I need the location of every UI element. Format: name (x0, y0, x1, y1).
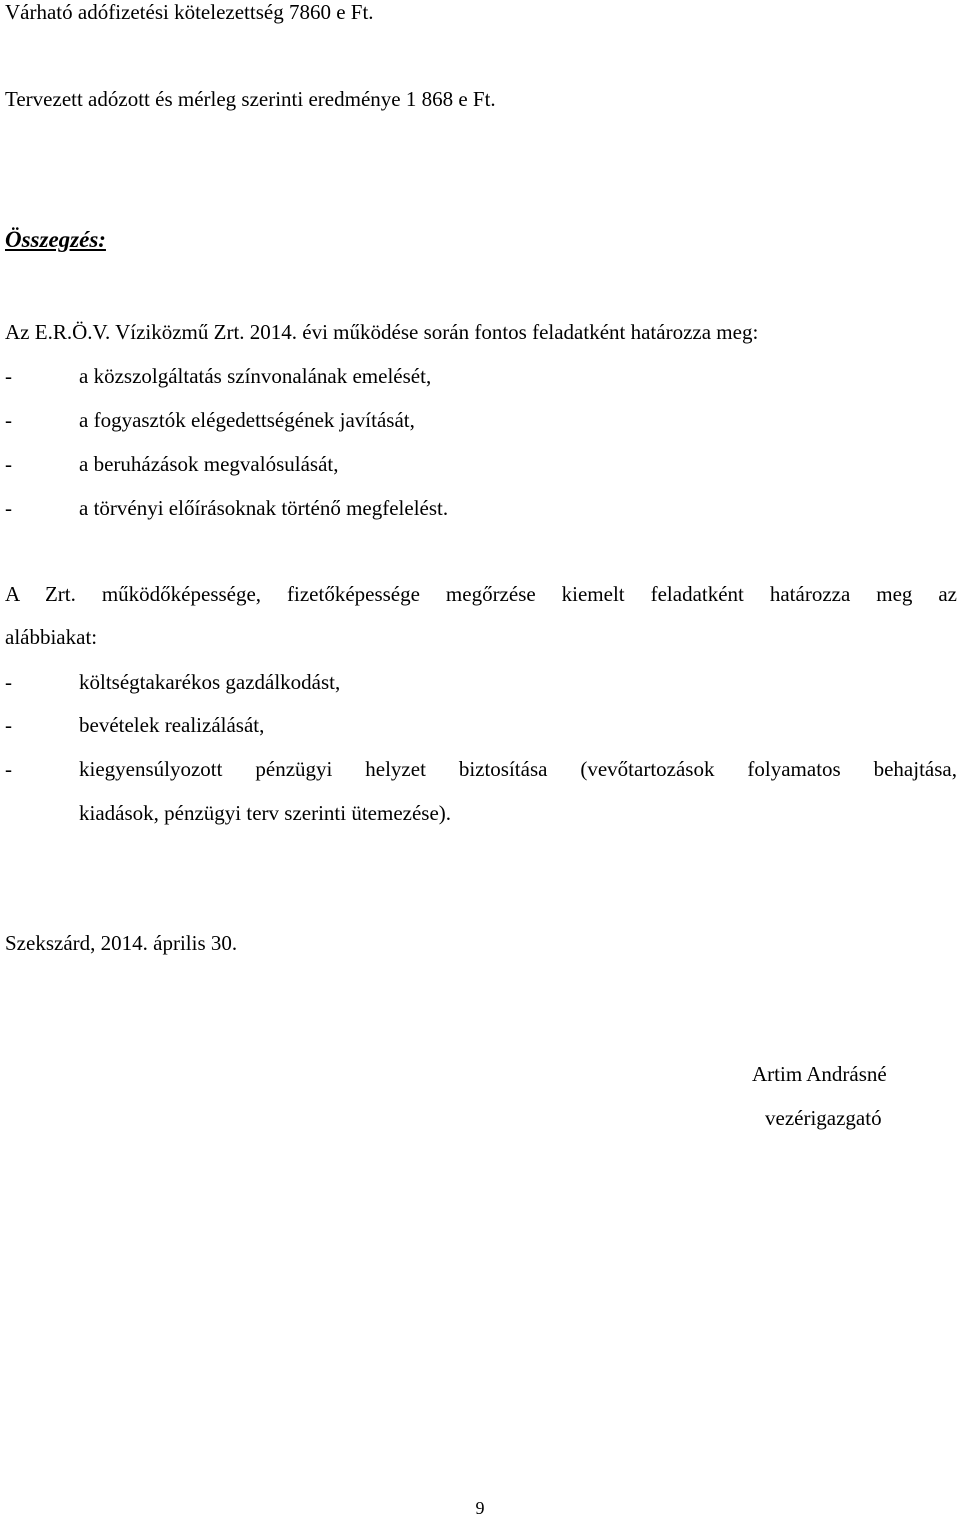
list2-item-text: bevételek realizálását, (79, 713, 265, 737)
page-number: 9 (475, 1498, 485, 1518)
bullet-dash: - (5, 670, 12, 694)
signer-name: Artim Andrásné (752, 1062, 887, 1086)
bullet-dash: - (5, 757, 12, 781)
bullet-dash: - (5, 452, 12, 476)
bullet-dash: - (5, 408, 12, 432)
summary-heading: Összegzés: (5, 227, 106, 252)
list1-item-text: a fogyasztók elégedettségének javítását, (79, 408, 415, 432)
summary-paragraph-1: Az E.R.Ö.V. Víziközmű Zrt. 2014. évi működése során fontos feladatként határozza meg: (5, 320, 759, 344)
bullet-dash: - (5, 364, 12, 388)
list2-item-text: költségtakarékos gazdálkodást, (79, 670, 341, 694)
list2-item-text: kiegyensúlyozott pénzügyi helyzet biztosítása (vevőtartozások folyamatos behajtása, (79, 757, 957, 781)
intro-planned-result: Tervezett adózott és mérleg szerinti eredménye 1 868 e Ft. (5, 87, 496, 111)
list2-item-continuation: kiadások, pénzügyi terv szerinti ütemezése). (79, 801, 452, 825)
summary-paragraph-2-line-2: alábbiakat: (5, 625, 98, 649)
signer-title: vezérigazgató (765, 1106, 882, 1130)
summary-paragraph-2-line-1 (5, 582, 957, 606)
intro-tax-liability: Várható adófizetési kötelezettség 7860 e Ft. (5, 0, 374, 24)
place-and-date: Szekszárd, 2014. április 30. (5, 931, 238, 955)
bullet-dash: - (5, 496, 12, 520)
list1-item-text: a törvényi előírásoknak történő megfelelést. (79, 496, 449, 520)
list1-item-text: a közszolgáltatás színvonalának emelését, (79, 364, 432, 388)
bullet-dash: - (5, 713, 12, 737)
list1-item-text: a beruházások megvalósulását, (79, 452, 339, 476)
paragraph-2-text: A Zrt. működőképessége, fizetőképessége megőrzése kiemelt feladatként határozza meg az (5, 582, 957, 606)
